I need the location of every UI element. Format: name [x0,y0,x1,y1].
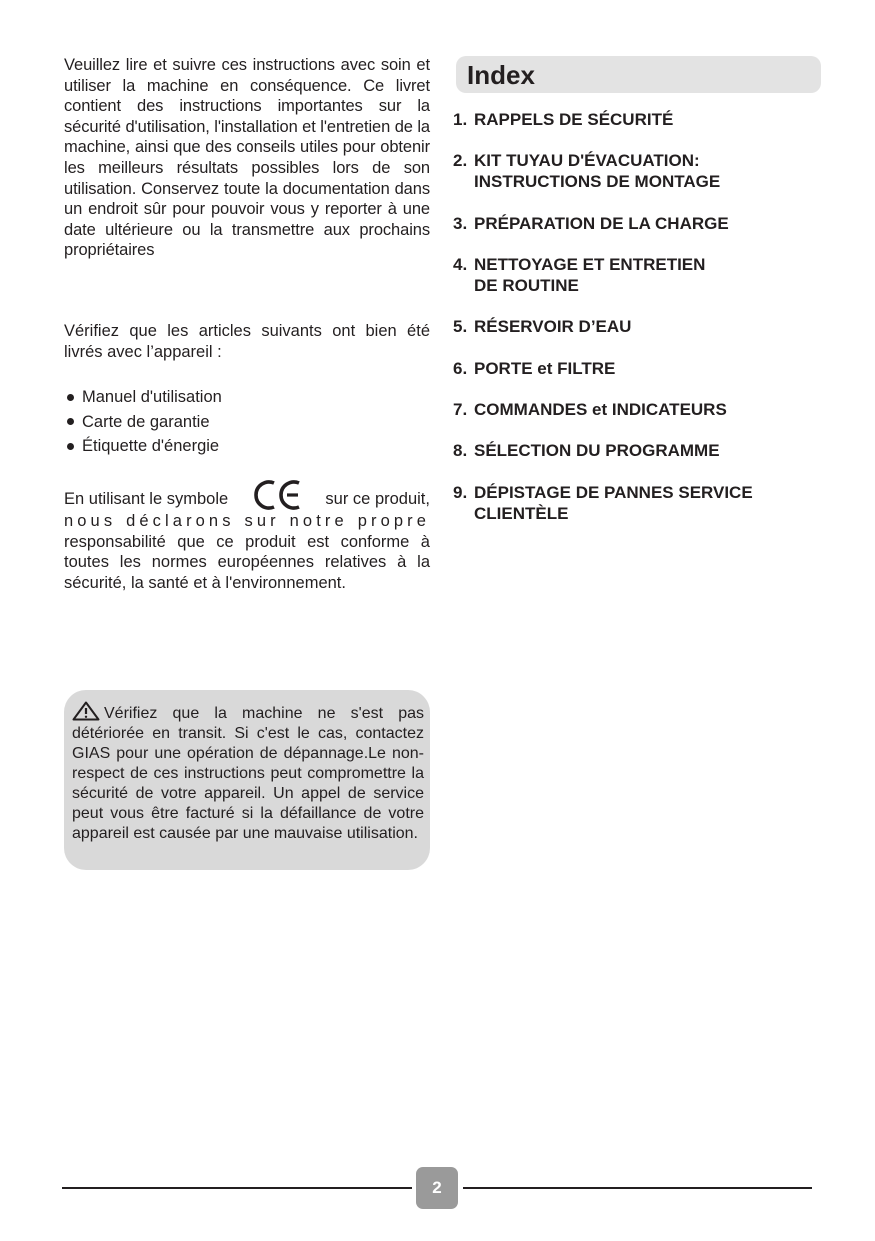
index-item: 7. COMMANDES et INDICATEURS [453,399,727,419]
ce-mark-icon [254,479,304,511]
ce-rest: responsabilité que ce produit est conforme à toutes les normes européennes relatives à la sécurité, la santé et à l'environnement. [64,532,430,592]
index-item: 3. PRÉPARATION DE LA CHARGE [453,213,729,233]
index-item: 2. KIT TUYAU D'ÉVACUATION: INSTRUCTIONS DE MONTAGE [453,151,721,192]
warning-box [64,690,430,870]
ce-prefix: En utilisant le symbole [64,489,229,508]
delivery-check-paragraph: Vérifiez que les articles suivants ont bien été livrés avec l’appareil : [64,322,430,361]
warning-body: détériorée en transit. Si c'est le cas, contactez GIAS pour une opération de dépannage.Le non-respect de ces instructions peut compromettre la sécurité de votre appareil. Un appel de service peut vous être facturé si la défaillance de votre appareil est causée par une mauvaise utilisation. [72,725,424,842]
footer-rule-left [62,1187,412,1189]
index-item: 4. NETTOYAGE ET ENTRETIEN DE ROUTINE [453,254,706,295]
intro-paragraph: Veuillez lire et suivre ces instructions avec soin et utiliser la machine en conséquence. Ce livret contient des instructions importantes sur la sécurité d'utilisation, l'installation et l'entretien de la machine, ainsi que des conseils utiles pour obtenir les meilleurs résultats possibles lors de son utilisation. Conservez toute la documentation dans un endroit sûr pour pouvoir vous y reporter à une date ultérieure ou la transmettre aux prochains propriétaires [64,56,430,260]
index-item: 1. RAPPELS DE SÉCURITÉ [453,110,674,129]
list-item: Étiquette d'énergie [64,434,430,459]
list-item: Manuel d'utilisation [64,385,430,410]
bullet-icon [67,394,74,401]
index-item: 9. DÉPISTAGE DE PANNES SERVICE CLIENTÈLE [453,482,753,523]
index-item: 8. SÉLECTION DU PROGRAMME [453,441,720,461]
list-item: Carte de garantie [64,410,430,435]
bullet-icon [67,443,74,450]
index-item: 5. RÉSERVOIR D’EAU [453,317,632,337]
delivered-items-list [64,385,430,459]
index-item: 6. PORTE et FILTRE [453,358,616,378]
index-title: Index [467,60,535,90]
index-header [456,56,821,93]
warning-lead: Vérifiez que la machine ne s'est pas [104,705,424,722]
ce-suffix: sur ce produit, [325,489,430,508]
ce-line-2: nous déclarons sur notre propre [64,512,430,530]
warning-triangle-icon [72,701,100,721]
page-number-badge: 2 [416,1167,458,1209]
footer-rule-right [463,1187,812,1189]
bullet-icon [67,418,74,425]
index-list [453,110,843,545]
ce-declaration [64,487,430,593]
